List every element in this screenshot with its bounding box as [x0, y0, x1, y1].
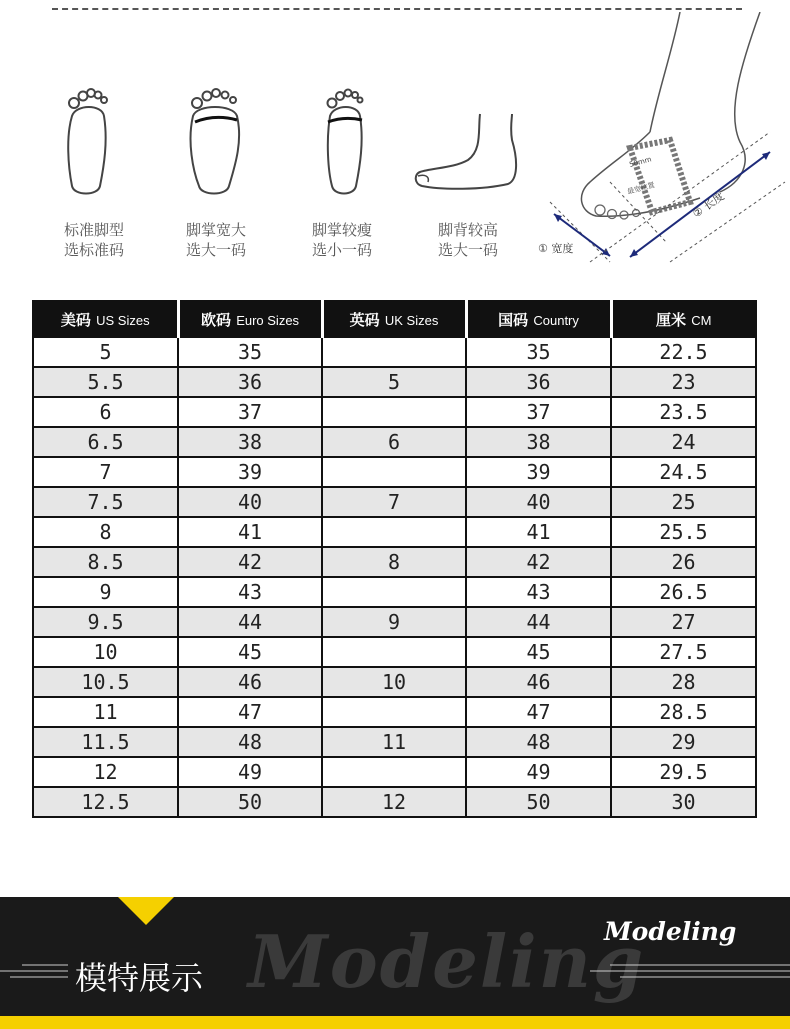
table-cell: 5: [322, 367, 466, 397]
table-cell: 9: [322, 607, 466, 637]
table-cell: 38: [466, 427, 611, 457]
header-cn: 国码: [498, 310, 529, 329]
table-cell: 6: [33, 397, 178, 427]
table-cell: 35: [466, 337, 611, 367]
table-row: [33, 487, 756, 517]
banner-english-title: Modeling: [604, 917, 737, 946]
table-cell: 24: [611, 427, 756, 457]
table-cell: 28: [611, 667, 756, 697]
table-row: [33, 787, 756, 817]
table-cell: 11: [322, 727, 466, 757]
table-cell: [322, 637, 466, 667]
table-cell: 45: [466, 637, 611, 667]
table-header-row: [33, 301, 756, 337]
table-cell: 48: [466, 727, 611, 757]
table-cell: 26.5: [611, 577, 756, 607]
header-en: Euro Sizes: [236, 312, 300, 328]
table-cell: 8: [33, 517, 178, 547]
header-us-sizes: [33, 301, 178, 337]
header-cm: [611, 301, 756, 337]
yellow-bottom-stripe: [0, 1016, 790, 1029]
guide-caption-line2: 选大一码: [185, 241, 246, 259]
table-cell: 36: [178, 367, 322, 397]
guide-caption-line2: 选小一码: [311, 241, 372, 259]
tape-mark-text: 50mm: [628, 155, 653, 169]
guide-caption-1: [52, 220, 136, 260]
header-en: Country: [533, 312, 579, 328]
guide-caption-line1: 脚掌宽大: [185, 221, 246, 239]
header-en: US Sizes: [96, 312, 150, 328]
table-cell: 11.5: [33, 727, 178, 757]
table-cell: [322, 577, 466, 607]
table-cell: 39: [466, 457, 611, 487]
header-en: UK Sizes: [384, 312, 439, 328]
table-cell: 43: [178, 577, 322, 607]
header-cn: 英码: [349, 310, 380, 329]
high-instep-foot-icon: [412, 110, 522, 192]
table-cell: 48: [178, 727, 322, 757]
table-row: [33, 547, 756, 577]
table-row: [33, 577, 756, 607]
table-cell: 44: [178, 607, 322, 637]
table-cell: 45: [178, 637, 322, 667]
tape-label-text: 最宽位置: [626, 180, 656, 196]
table-cell: 8: [322, 547, 466, 577]
table-cell: 11: [33, 697, 178, 727]
guide-caption-3: [300, 220, 384, 260]
table-cell: 7.5: [33, 487, 178, 517]
guide-caption-line1: 标准脚型: [63, 221, 124, 239]
banner-watermark-text: Modeling: [248, 919, 646, 1004]
table-row: [33, 427, 756, 457]
guide-caption-line2: 选标准码: [63, 241, 124, 259]
top-dashed-divider: [52, 8, 742, 10]
table-cell: 7: [33, 457, 178, 487]
table-cell: 10: [33, 637, 178, 667]
table-cell: 27.5: [611, 637, 756, 667]
guide-caption-line1: 脚掌较瘦: [311, 221, 372, 239]
size-chart-table: [32, 300, 757, 818]
header-cn: 厘米: [656, 310, 687, 329]
table-cell: 40: [178, 487, 322, 517]
table-cell: [322, 337, 466, 367]
table-cell: 41: [466, 517, 611, 547]
length-label: ② 长度: [690, 189, 727, 221]
table-row: [33, 397, 756, 427]
table-cell: 28.5: [611, 697, 756, 727]
header-cn: 美码: [60, 310, 91, 329]
table-cell: [322, 697, 466, 727]
width-label: ① 宽度: [538, 242, 574, 255]
table-row: [33, 727, 756, 757]
thin-foot-icon: [318, 86, 374, 198]
wide-foot-icon: [183, 86, 249, 198]
table-body: [33, 337, 756, 817]
table-cell: 22.5: [611, 337, 756, 367]
header-cn: 欧码: [200, 310, 231, 329]
table-cell: 46: [178, 667, 322, 697]
table-row: [33, 607, 756, 637]
table-row: [33, 637, 756, 667]
table-cell: [322, 457, 466, 487]
table-cell: [322, 517, 466, 547]
table-cell: 23.5: [611, 397, 756, 427]
table-cell: 42: [466, 547, 611, 577]
header-en: CM: [691, 312, 712, 328]
guide-caption-line2: 选大一码: [437, 241, 498, 259]
table-cell: 47: [466, 697, 611, 727]
table-cell: 35: [178, 337, 322, 367]
table-cell: 29.5: [611, 757, 756, 787]
table-cell: 37: [178, 397, 322, 427]
foot-measure-diagram: [530, 12, 790, 282]
table-cell: 49: [178, 757, 322, 787]
modeling-banner: [0, 897, 790, 1029]
table-cell: 12: [322, 787, 466, 817]
table-cell: 40: [466, 487, 611, 517]
table-cell: 30: [611, 787, 756, 817]
table-cell: 49: [466, 757, 611, 787]
table-cell: 12: [33, 757, 178, 787]
table-cell: 50: [466, 787, 611, 817]
banner-chinese-title: 模特展示: [75, 959, 204, 997]
header-euro-sizes: [178, 301, 322, 337]
standard-foot-icon: [58, 86, 118, 198]
table-row: [33, 757, 756, 787]
header-country: [466, 301, 611, 337]
table-cell: 39: [178, 457, 322, 487]
table-cell: 24.5: [611, 457, 756, 487]
table-cell: 26: [611, 547, 756, 577]
table-cell: 12.5: [33, 787, 178, 817]
table-cell: 36: [466, 367, 611, 397]
yellow-triangle-marker: [118, 897, 174, 925]
guide-caption-2: [174, 220, 258, 260]
table-cell: 27: [611, 607, 756, 637]
table-cell: 9.5: [33, 607, 178, 637]
table-cell: 37: [466, 397, 611, 427]
table-row: [33, 367, 756, 397]
table-cell: 29: [611, 727, 756, 757]
table-cell: 5.5: [33, 367, 178, 397]
guide-caption-line1: 脚背较高: [437, 221, 498, 239]
table-row: [33, 697, 756, 727]
table-cell: 9: [33, 577, 178, 607]
table-cell: 44: [466, 607, 611, 637]
table-cell: [322, 757, 466, 787]
table-cell: 43: [466, 577, 611, 607]
table-cell: 6.5: [33, 427, 178, 457]
table-cell: 41: [178, 517, 322, 547]
table-row: [33, 337, 756, 367]
table-row: [33, 457, 756, 487]
table-cell: 10.5: [33, 667, 178, 697]
table-row: [33, 517, 756, 547]
table-cell: 38: [178, 427, 322, 457]
table-cell: 23: [611, 367, 756, 397]
table-cell: 7: [322, 487, 466, 517]
table-cell: 42: [178, 547, 322, 577]
table-cell: 50: [178, 787, 322, 817]
table-cell: 25.5: [611, 517, 756, 547]
left-decor-lines: [0, 957, 70, 997]
table-cell: 25: [611, 487, 756, 517]
table-cell: 47: [178, 697, 322, 727]
right-decor-lines: [590, 957, 790, 997]
table-cell: [322, 397, 466, 427]
guide-caption-4: [426, 220, 510, 260]
table-cell: 6: [322, 427, 466, 457]
table-cell: 8.5: [33, 547, 178, 577]
table-cell: 46: [466, 667, 611, 697]
header-uk-sizes: [322, 301, 466, 337]
table-row: [33, 667, 756, 697]
table-cell: 5: [33, 337, 178, 367]
table-cell: 10: [322, 667, 466, 697]
